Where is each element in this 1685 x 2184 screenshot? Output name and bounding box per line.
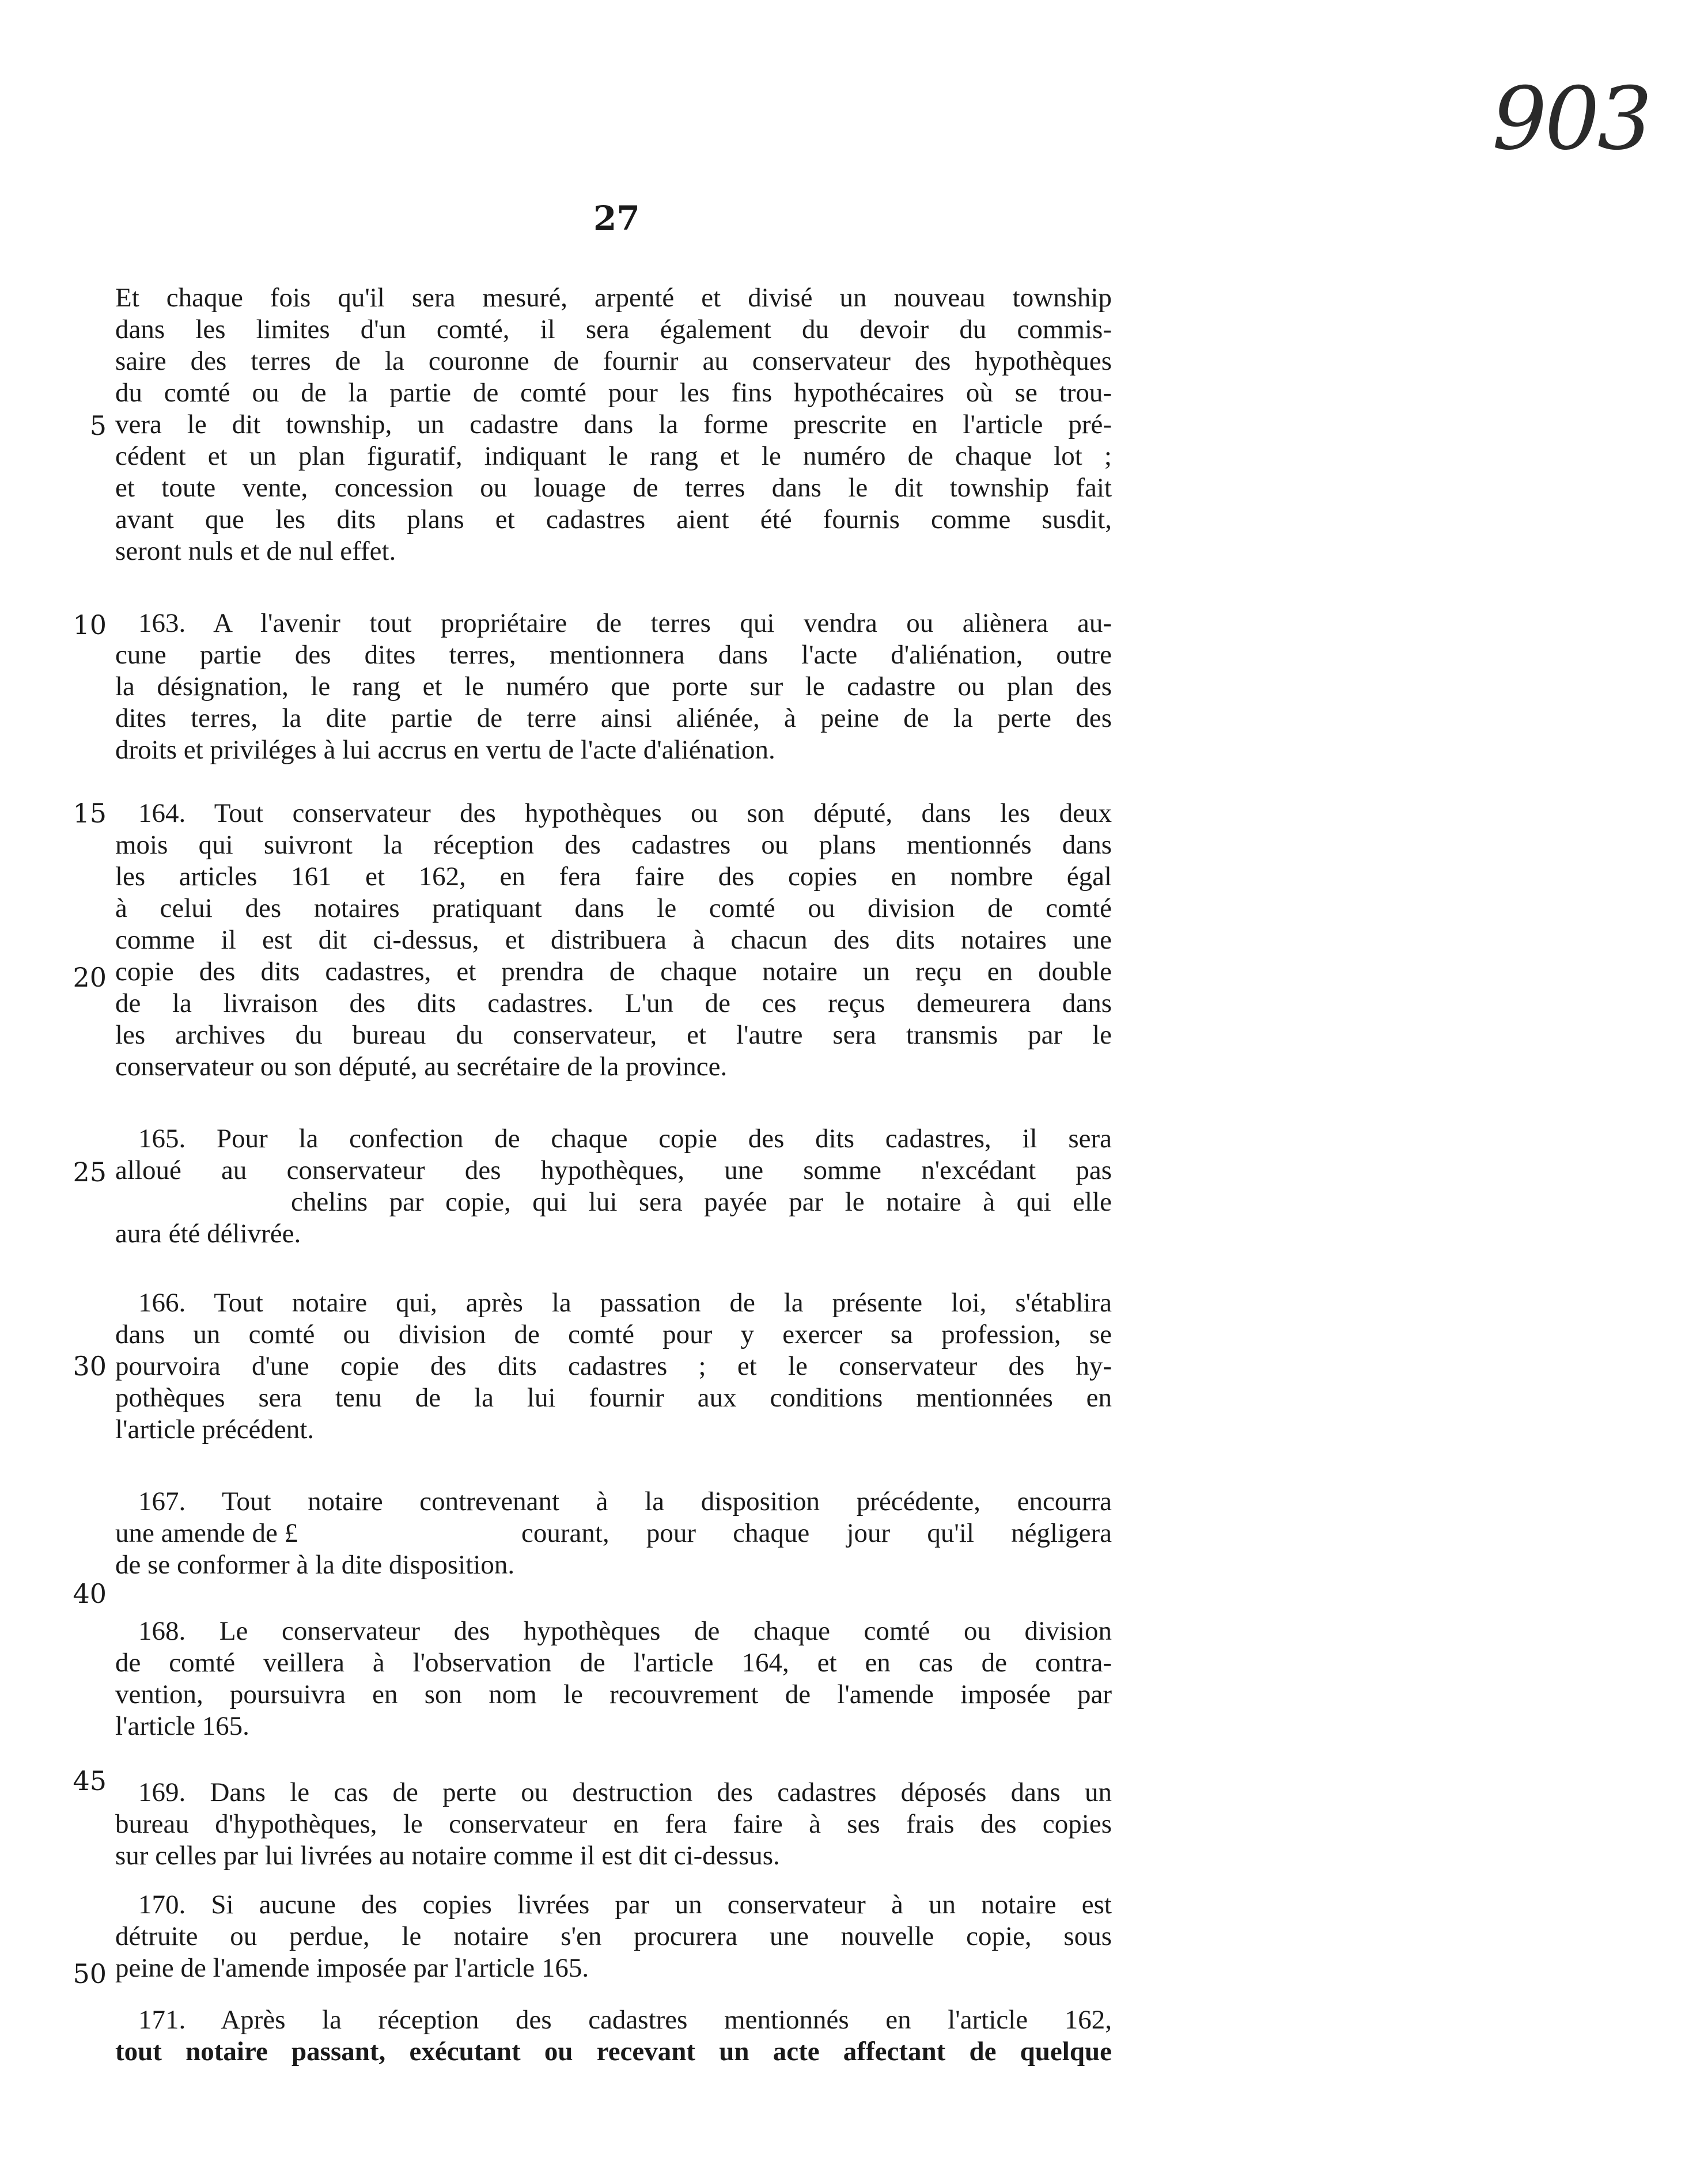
- text-line: l'article précédent.: [115, 1415, 315, 1444]
- line-number: 10: [73, 609, 107, 640]
- text-line: 164. Tout conservateur des hypothèques ou son député, dans les deux: [138, 798, 1112, 828]
- text-line: l'article 165.: [115, 1711, 249, 1741]
- text-line: cédent et un plan figuratif, indiquant le rang et le numéro de chaque lot ;: [115, 441, 1112, 471]
- text-line: seront nuls et de nul effet.: [115, 536, 396, 566]
- text-line: dans les limites d'un comté, il sera également du devoir du commis-: [115, 314, 1112, 344]
- text-line: dans un comté ou division de comté pour y exercer sa profession, se: [115, 1320, 1112, 1349]
- text-line: 163. A l'avenir tout propriétaire de terres qui vendra ou aliènera au-: [138, 608, 1112, 638]
- text-line: 170. Si aucune des copies livrées par un conservateur à un notaire est: [138, 1890, 1112, 1920]
- text-line: pourvoira d'une copie des dits cadastres ; et le conservateur des hy-: [115, 1351, 1112, 1381]
- text-line: 168. Le conservateur des hypothèques de chaque comté ou division: [138, 1616, 1112, 1646]
- text-line: du comté ou de la partie de comté pour les fins hypothécaires où se trou-: [115, 378, 1112, 408]
- line-number: 5: [89, 410, 107, 441]
- text-line: 165. Pour la confection de chaque copie des dits cadastres, il sera: [138, 1124, 1112, 1154]
- text-line: les archives du bureau du conservateur, et l'autre sera transmis par le: [115, 1020, 1112, 1050]
- page-number: 27: [593, 199, 640, 238]
- text-line: pothèques sera tenu de la lui fournir aux conditions mentionnées en: [115, 1383, 1112, 1413]
- text-line: mois qui suivront la réception des cadastres ou plans mentionnés dans: [115, 830, 1112, 860]
- line-number: 15: [73, 798, 107, 829]
- text-line: détruite ou perdue, le notaire s'en procurera une nouvelle copie, sous: [115, 1921, 1112, 1951]
- text-line: droits et priviléges à lui accrus en vertu de l'acte d'aliénation.: [115, 735, 775, 765]
- line-number: 30: [73, 1351, 107, 1382]
- text-line: courant, pour chaque jour qu'il négligera: [521, 1518, 1112, 1548]
- text-line: copie des dits cadastres, et prendra de chaque notaire un reçu en double: [115, 957, 1112, 987]
- line-number: 25: [73, 1157, 107, 1188]
- text-line: tout notaire passant, exécutant ou recevant un acte affectant de quelque: [115, 2037, 1112, 2067]
- text-line: alloué au conservateur des hypothèques, une somme n'excédant pas: [115, 1155, 1112, 1185]
- text-line: de se conformer à la dite disposition.: [115, 1550, 515, 1580]
- text-line: bureau d'hypothèques, le conservateur en fera faire à ses frais des copies: [115, 1809, 1112, 1839]
- text-line: une amende de £: [115, 1518, 298, 1548]
- text-line: 167. Tout notaire contrevenant à la disposition précédente, encourra: [138, 1487, 1112, 1516]
- text-line: les articles 161 et 162, en fera faire des copies en nombre égal: [115, 862, 1112, 892]
- text-line: aura été délivrée.: [115, 1219, 301, 1249]
- text-line: et toute vente, concession ou louage de terres dans le dit township fait: [115, 473, 1112, 503]
- text-line: vera le dit township, un cadastre dans la forme prescrite en l'article pré-: [115, 410, 1112, 439]
- line-number: 45: [73, 1765, 107, 1796]
- text-line: avant que les dits plans et cadastres aient été fournis comme susdit,: [115, 505, 1112, 534]
- line-number: 40: [73, 1578, 107, 1609]
- text-line: cune partie des dites terres, mentionnera dans l'acte d'aliénation, outre: [115, 640, 1112, 670]
- text-line: à celui des notaires pratiquant dans le comté ou division de comté: [115, 893, 1112, 923]
- text-line: 166. Tout notaire qui, après la passation de la présente loi, s'établira: [138, 1288, 1112, 1318]
- text-line: de comté veillera à l'observation de l'article 164, et en cas de contra-: [115, 1648, 1112, 1678]
- text-line: chelins par copie, qui lui sera payée par le notaire à qui elle: [291, 1187, 1112, 1217]
- text-line: Et chaque fois qu'il sera mesuré, arpenté et divisé un nouveau township: [115, 283, 1112, 313]
- text-line: 171. Après la réception des cadastres mentionnés en l'article 162,: [138, 2005, 1112, 2035]
- line-number: 20: [73, 962, 107, 993]
- text-line: sur celles par lui livrées au notaire comme il est dit ci-dessus.: [115, 1841, 780, 1871]
- text-line: comme il est dit ci-dessus, et distribuera à chacun des dits notaires une: [115, 925, 1112, 955]
- text-line: conservateur ou son député, au secrétaire de la province.: [115, 1052, 728, 1082]
- handwritten-folio: 903: [1492, 69, 1650, 169]
- text-line: peine de l'amende imposée par l'article 165.: [115, 1953, 589, 1983]
- text-line: de la livraison des dits cadastres. L'un de ces reçus demeurera dans: [115, 988, 1112, 1018]
- text-line: dites terres, la dite partie de terre ainsi aliénée, à peine de la perte des: [115, 703, 1112, 733]
- line-number: 50: [73, 1958, 107, 1989]
- text-line: la désignation, le rang et le numéro que porte sur le cadastre ou plan des: [115, 672, 1112, 702]
- text-line: vention, poursuivra en son nom le recouvrement de l'amende imposée par: [115, 1679, 1112, 1709]
- text-line: 169. Dans le cas de perte ou destruction des cadastres déposés dans un: [138, 1777, 1112, 1807]
- text-line: saire des terres de la couronne de fournir au conservateur des hypothèques: [115, 346, 1112, 376]
